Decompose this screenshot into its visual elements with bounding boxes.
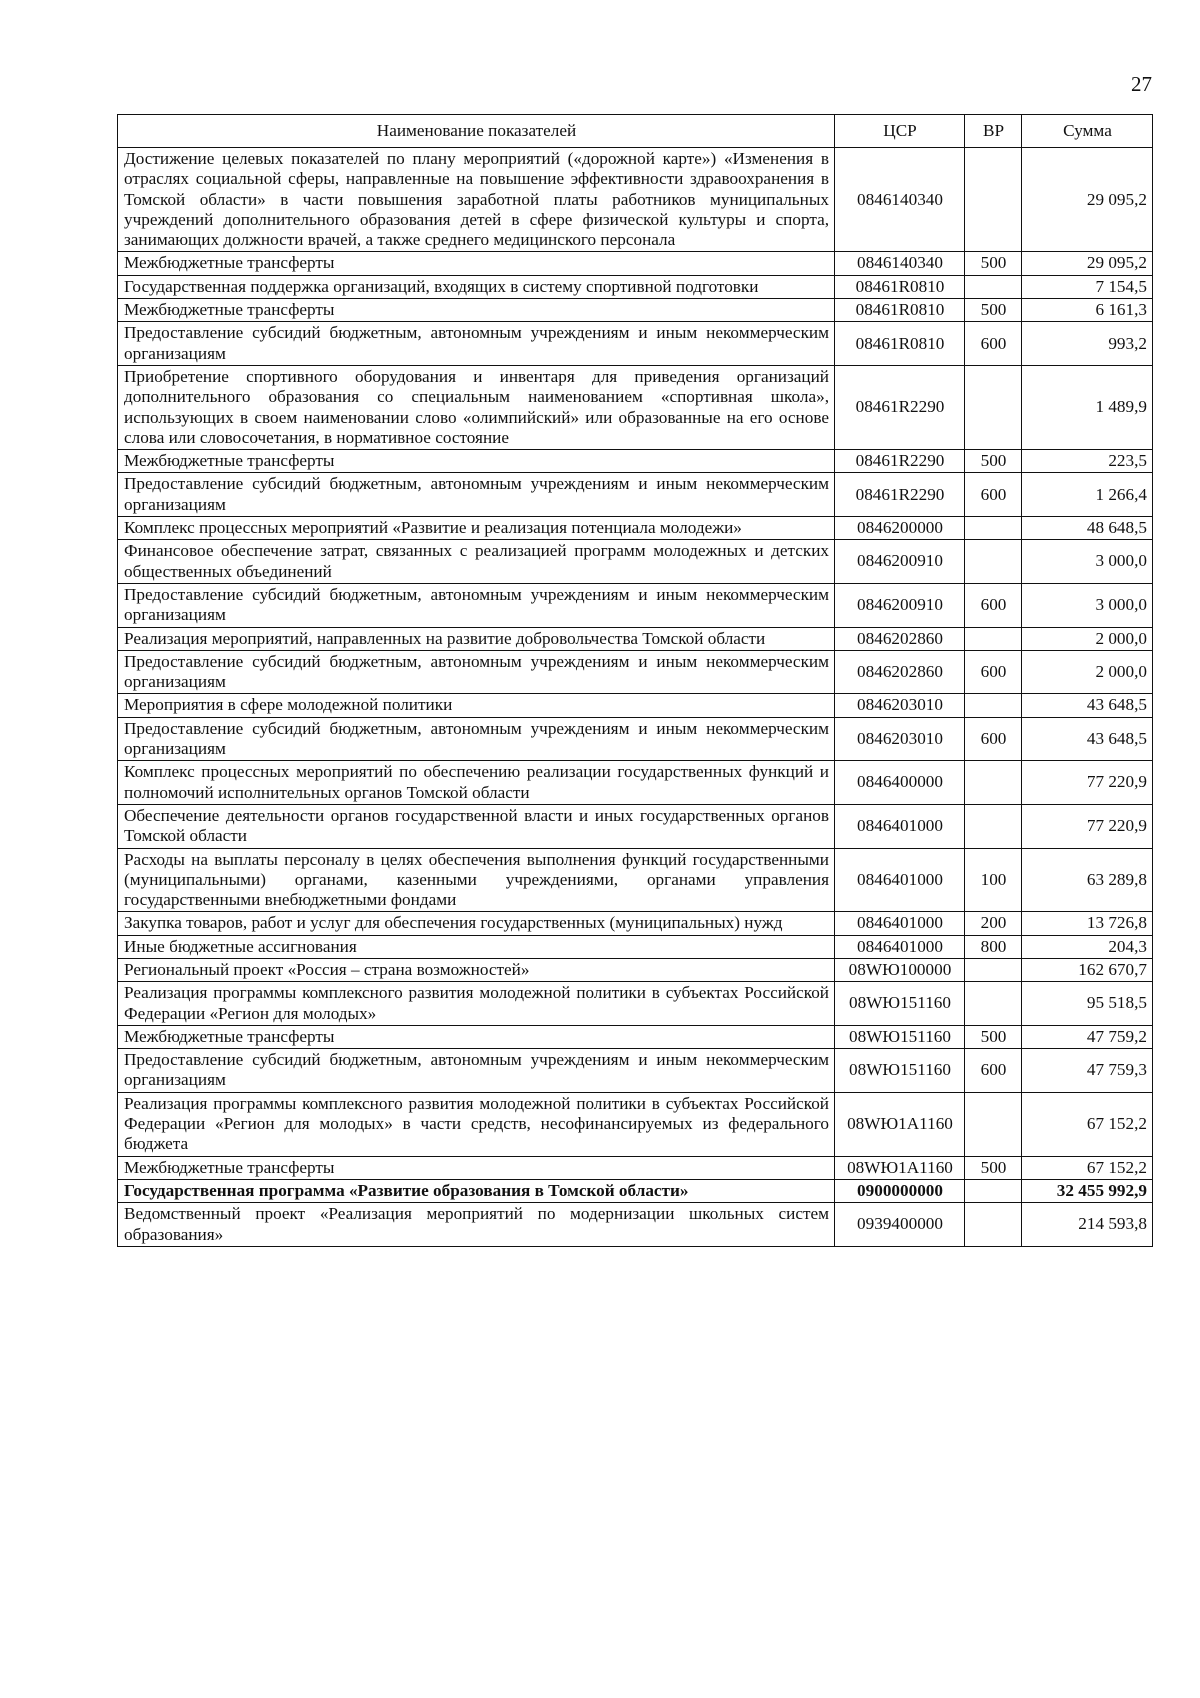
cell-name: Мероприятия в сфере молодежной политики [118,694,835,717]
page-number: 27 [1131,72,1152,96]
cell-vr: 500 [965,252,1022,275]
table-header-row [118,115,1153,148]
cell-vr: 600 [965,583,1022,627]
table-row [118,1156,1153,1179]
table-row [118,299,1153,322]
cell-csr: 08WЮ151160 [835,1049,965,1093]
cell-name: Иные бюджетные ассигнования [118,935,835,958]
cell-vr [965,958,1022,981]
cell-sum: 223,5 [1022,450,1153,473]
table-row [118,717,1153,761]
cell-csr: 08461R0810 [835,299,965,322]
cell-csr: 0846200910 [835,540,965,584]
cell-csr: 0846202860 [835,650,965,694]
cell-name: Реализация программы комплексного развития молодежной политики в субъектах Российской Федерации «Регион для молодых» [118,982,835,1026]
cell-csr: 0846200910 [835,583,965,627]
cell-vr: 600 [965,322,1022,366]
cell-name: Региональный проект «Россия – страна возможностей» [118,958,835,981]
table-row [118,1203,1153,1247]
cell-name: Ведомственный проект «Реализация мероприятий по модернизации школьных систем образования» [118,1203,835,1247]
cell-sum: 32 455 992,9 [1022,1179,1153,1202]
cell-csr: 0900000000 [835,1179,965,1202]
header-csr: ЦСР [835,115,965,148]
cell-vr [965,1203,1022,1247]
cell-csr: 0846401000 [835,804,965,848]
cell-csr: 0846401000 [835,935,965,958]
table-row [118,912,1153,935]
cell-vr [965,627,1022,650]
cell-vr [965,275,1022,298]
cell-sum: 6 161,3 [1022,299,1153,322]
cell-name: Приобретение спортивного оборудования и инвентаря для приведения организаций дополнительного образования со специальным наименованием «спортивная школа», использующих в своем наименовании слово «олимпийский» или образованные на его основе слова или словосочетания, в нормативное состояние [118,365,835,449]
cell-name: Предоставление субсидий бюджетным, автономным учреждениям и иным некоммерческим организациям [118,583,835,627]
table-body [118,148,1153,1247]
table-row [118,322,1153,366]
cell-name: Предоставление субсидий бюджетным, автономным учреждениям и иным некоммерческим организациям [118,717,835,761]
table-row [118,1025,1153,1048]
cell-name: Комплекс процессных мероприятий по обеспечению реализации государственных функций и полномочий исполнительных органов Томской области [118,761,835,805]
cell-csr: 0846202860 [835,627,965,650]
table-row [118,935,1153,958]
table-row [118,958,1153,981]
cell-sum: 95 518,5 [1022,982,1153,1026]
cell-vr: 500 [965,1156,1022,1179]
cell-sum: 162 670,7 [1022,958,1153,981]
cell-name: Расходы на выплаты персоналу в целях обеспечения выполнения функций государственными (муниципальными) органами, казенными учреждениями, органами управления государственными внебюджетными фондами [118,848,835,912]
table-row [118,275,1153,298]
cell-name: Межбюджетные трансферты [118,252,835,275]
cell-sum: 77 220,9 [1022,761,1153,805]
cell-csr: 0846140340 [835,252,965,275]
cell-name: Реализация мероприятий, направленных на развитие добровольчества Томской области [118,627,835,650]
cell-csr: 08461R2290 [835,473,965,517]
cell-sum: 2 000,0 [1022,627,1153,650]
cell-vr: 800 [965,935,1022,958]
cell-sum: 67 152,2 [1022,1156,1153,1179]
cell-sum: 13 726,8 [1022,912,1153,935]
cell-vr [965,365,1022,449]
cell-name: Межбюджетные трансферты [118,450,835,473]
cell-sum: 67 152,2 [1022,1092,1153,1156]
table-row [118,148,1153,252]
cell-name: Межбюджетные трансферты [118,299,835,322]
cell-sum: 29 095,2 [1022,252,1153,275]
cell-sum: 2 000,0 [1022,650,1153,694]
cell-sum: 63 289,8 [1022,848,1153,912]
table-row [118,804,1153,848]
cell-vr: 600 [965,473,1022,517]
table-row [118,650,1153,694]
cell-name: Предоставление субсидий бюджетным, автономным учреждениям и иным некоммерческим организациям [118,1049,835,1093]
cell-name: Государственная программа «Развитие образования в Томской области» [118,1179,835,1202]
cell-vr [965,540,1022,584]
cell-name: Предоставление субсидий бюджетным, автономным учреждениям и иным некоммерческим организациям [118,322,835,366]
table-row [118,517,1153,540]
cell-sum: 3 000,0 [1022,583,1153,627]
cell-name: Предоставление субсидий бюджетным, автономным учреждениям и иным некоммерческим организациям [118,473,835,517]
cell-vr: 500 [965,450,1022,473]
cell-name: Достижение целевых показателей по плану мероприятий («дорожной карте») «Изменения в отраслях социальной сферы, направленные на повышение эффективности здравоохранения в Томской области» в части повышения заработной платы работников муниципальных учреждений дополнительного образования детей в сфере физической культуры и спорта, занимающих должности врачей, а также среднего медицинского персонала [118,148,835,252]
cell-name: Межбюджетные трансферты [118,1156,835,1179]
cell-vr [965,982,1022,1026]
cell-sum: 204,3 [1022,935,1153,958]
cell-name: Комплекс процессных мероприятий «Развитие и реализация потенциала молодежи» [118,517,835,540]
cell-vr: 200 [965,912,1022,935]
table-row [118,365,1153,449]
cell-csr: 0846203010 [835,717,965,761]
table-row [118,1049,1153,1093]
cell-name: Обеспечение деятельности органов государственной власти и иных государственных органов Томской области [118,804,835,848]
cell-csr: 08461R2290 [835,450,965,473]
table-row [118,583,1153,627]
cell-name: Финансовое обеспечение затрат, связанных с реализацией программ молодежных и детских общественных объединений [118,540,835,584]
table-row [118,540,1153,584]
cell-sum: 1 489,9 [1022,365,1153,449]
cell-sum: 3 000,0 [1022,540,1153,584]
cell-csr: 08461R0810 [835,322,965,366]
cell-csr: 0846203010 [835,694,965,717]
cell-sum: 993,2 [1022,322,1153,366]
cell-vr [965,517,1022,540]
cell-vr: 100 [965,848,1022,912]
cell-vr [965,1092,1022,1156]
cell-vr: 600 [965,1049,1022,1093]
table-row [118,982,1153,1026]
cell-csr: 08WЮ151160 [835,1025,965,1048]
cell-name: Реализация программы комплексного развития молодежной политики в субъектах Российской Федерации «Регион для молодых» в части средств, несофинансируемых из федерального бюджета [118,1092,835,1156]
cell-sum: 77 220,9 [1022,804,1153,848]
cell-csr: 08WЮ151160 [835,982,965,1026]
cell-sum: 43 648,5 [1022,694,1153,717]
cell-csr: 0846140340 [835,148,965,252]
cell-csr: 0939400000 [835,1203,965,1247]
table-row [118,627,1153,650]
cell-csr: 08461R2290 [835,365,965,449]
cell-csr: 08461R0810 [835,275,965,298]
cell-vr [965,148,1022,252]
cell-vr [965,694,1022,717]
cell-sum: 1 266,4 [1022,473,1153,517]
cell-vr: 500 [965,1025,1022,1048]
cell-csr: 0846401000 [835,912,965,935]
table-row [118,694,1153,717]
cell-vr: 500 [965,299,1022,322]
cell-vr [965,761,1022,805]
cell-csr: 08WЮ1A1160 [835,1092,965,1156]
table-row [118,848,1153,912]
cell-name: Закупка товаров, работ и услуг для обеспечения государственных (муниципальных) нужд [118,912,835,935]
cell-sum: 43 648,5 [1022,717,1153,761]
cell-sum: 48 648,5 [1022,517,1153,540]
table-row [118,1092,1153,1156]
cell-sum: 47 759,3 [1022,1049,1153,1093]
table-row [118,252,1153,275]
table-row [118,761,1153,805]
cell-csr: 08WЮ1A1160 [835,1156,965,1179]
header-vr: ВР [965,115,1022,148]
table-row [118,450,1153,473]
cell-csr: 08WЮ100000 [835,958,965,981]
cell-csr: 0846400000 [835,761,965,805]
cell-sum: 7 154,5 [1022,275,1153,298]
cell-name: Межбюджетные трансферты [118,1025,835,1048]
cell-sum: 29 095,2 [1022,148,1153,252]
cell-name: Государственная поддержка организаций, входящих в систему спортивной подготовки [118,275,835,298]
cell-vr: 600 [965,650,1022,694]
cell-vr [965,804,1022,848]
cell-sum: 47 759,2 [1022,1025,1153,1048]
cell-csr: 0846401000 [835,848,965,912]
table-row [118,473,1153,517]
budget-table [117,114,1153,1247]
cell-csr: 0846200000 [835,517,965,540]
cell-vr: 600 [965,717,1022,761]
header-sum: Сумма [1022,115,1153,148]
cell-sum: 214 593,8 [1022,1203,1153,1247]
table-row [118,1179,1153,1202]
header-name: Наименование показателей [118,115,835,148]
cell-vr [965,1179,1022,1202]
cell-name: Предоставление субсидий бюджетным, автономным учреждениям и иным некоммерческим организациям [118,650,835,694]
